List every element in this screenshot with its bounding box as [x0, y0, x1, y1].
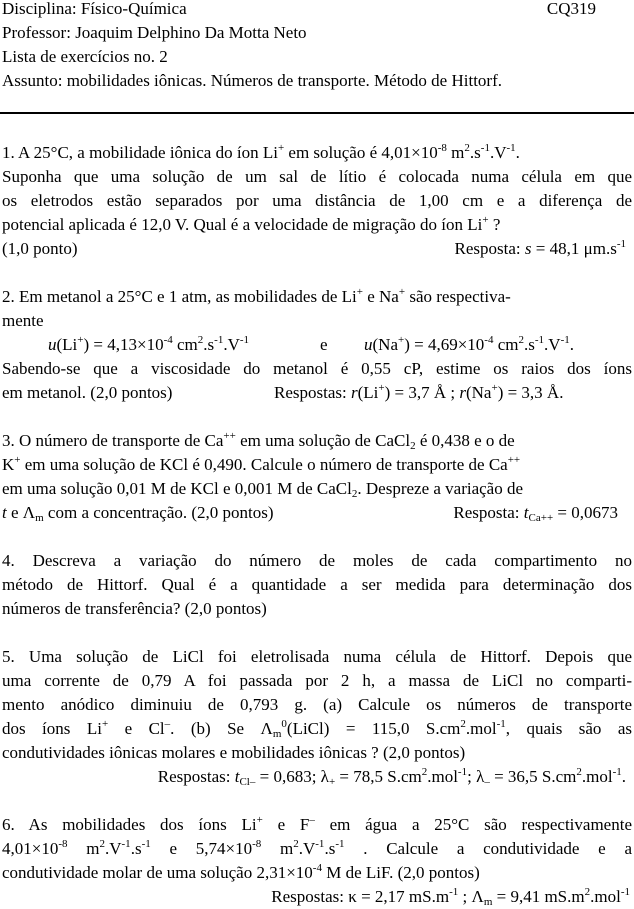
exercise-list: Lista de exercícios no. 2: [2, 47, 168, 66]
q3-line-4: t e $\Lambda_m$ com a concentração. (2,0 pontos) Resposta: $t_{Ca++} = 0,0673$: [2, 503, 618, 524]
header-divider: [0, 112, 634, 114]
subject: Assunto: mobilidades iônicas. Números de transporte. Método de Hittorf.: [2, 71, 502, 90]
q6-answer: Respostas: κ = 2,17 $mS.m^{-1}$ ; $\Lambda_m = 9,41$ $mS.m^2.mol^{-1}$: [271, 886, 630, 908]
q1-line-5: [2, 237, 632, 261]
q6-line-1: 6. As mobilidades dos íons Li+ e F– em água a 25°C são respectivamente: [2, 814, 632, 834]
q5-answer: Respostas: $t_{Cl-} = 0,683$; $\lambda_+ = 78,5$ $S.cm^2.mol^{-1}$; $\lambda_- = 36,5$ $S.cm^2.mol^{-1}$.: [157, 766, 626, 788]
q4-line-2: método de Hittorf. Qual é a quantidade a ser medida para determinação dos: [2, 575, 632, 594]
q5-line-1: 5. Uma solução de LiCl foi eletrolisada numa célula de Hittorf. Depois que: [2, 647, 632, 666]
discipline: Disciplina: Físico-Química: [2, 0, 187, 18]
q5-line-2: uma corrente de 0,79 A foi passada por 2 h, a massa de LiCl no comparti-: [2, 671, 632, 690]
course-code: CQ319: [546, 0, 596, 18]
q6-line-3: condutividade molar de uma solução $2,31\times 10^{-4}$ M de LiF. (2,0 pontos): [2, 862, 480, 882]
q3-line-3: em uma solução 0,01 M de KCl e 0,001 M de CaCl$_2$. Despreze a variação de: [2, 479, 524, 500]
q2-answer: Respostas: r(Li+) = 3,7 Å ; r(Na+) = 3,3 Å.: [274, 382, 564, 402]
q1-line-4: potencial aplicada é 12,0 V. Qual é a velocidade de migração do íon Li+ ?: [2, 214, 501, 234]
q4-line-1: 4. Descreva a variação do número de moles de cada compartimento no: [2, 551, 632, 570]
q2-line-5: em metanol. (2,0 pontos) Respostas: r(Li+) = 3,7 Å ; r(Na+) = 3,3 Å.: [2, 381, 632, 405]
q1-answer: Resposta: s = 48,1 $\mu m.s^{-1}$: [454, 238, 626, 258]
q1-line-1: 1. A 25°C, a mobilidade iônica do íon Li+ em solução é $4,01\times 10^{-8}$ $m^2.s^{-1}.V^{-1}$.: [2, 142, 520, 162]
q2-mobility-na: $u(Na^+) = 4,69\times 10^{-4}$ $cm^2.s^{-1}.V^{-1}$.: [364, 334, 574, 354]
q1-points: (1,0 ponto): [2, 239, 78, 258]
q5-line-3: mento anódico diminuiu de 0,793 g. (a) Calcule os números de transporte: [2, 695, 632, 714]
q1-line-3: os eletrodos estão separados por uma distância de 1,00 cm e a diferença de: [2, 191, 632, 210]
q5-line-4: dos íons Li+ e Cl–. (b) Se $\Lambda_m^0(LiCl) = 115,0$ $S.cm^2.mol^{-1}$, quais são as: [2, 718, 633, 740]
q5-line-5: condutividades iônicas molares e mobilidades iônicas ? (2,0 pontos): [2, 743, 466, 762]
q2-line-1: 2. Em metanol a 25°C e 1 atm, as mobilidades de Li+ e Na+ são respectiva-: [2, 286, 511, 306]
q2-line-2: mente: [2, 311, 44, 330]
professor: Professor: Joaquim Delphino Da Motta Neto: [2, 23, 307, 42]
q1-line-2: Suponha que uma solução de um sal de lítio é colocada numa célula em que: [2, 167, 632, 186]
q3-line-1: 3. O número de transporte de Ca++ em uma solução de CaCl$_2$ é 0,438 e o de: [2, 430, 515, 452]
q6-line-2: $4,01\times 10^{-8}$ $m^2.V^{-1}.s^{-1}$ e $5,74\times 10^{-8}$ $m^2.V^{-1}.s^{-1}$ . Calcule a condutividade e a: [2, 838, 632, 858]
q3-answer: Resposta: $t_{Ca++} = 0,0673$: [453, 503, 618, 524]
q2-mobility-li: $u(Li^+) = 4,13\times 10^{-4}$ $cm^2.s^{-1}.V^{-1}$: [48, 334, 250, 354]
discipline-line: [2, 0, 632, 21]
q2-line-4: Sabendo-se que a viscosidade do metanol é 0,55 cP, estime os raios dos íons: [2, 359, 632, 378]
q3-line-2: K+ em uma solução de KCl é 0,490. Calcule o número de transporte de Ca++: [2, 454, 521, 474]
q4-line-3: números de transferência? (2,0 pontos): [2, 599, 267, 618]
